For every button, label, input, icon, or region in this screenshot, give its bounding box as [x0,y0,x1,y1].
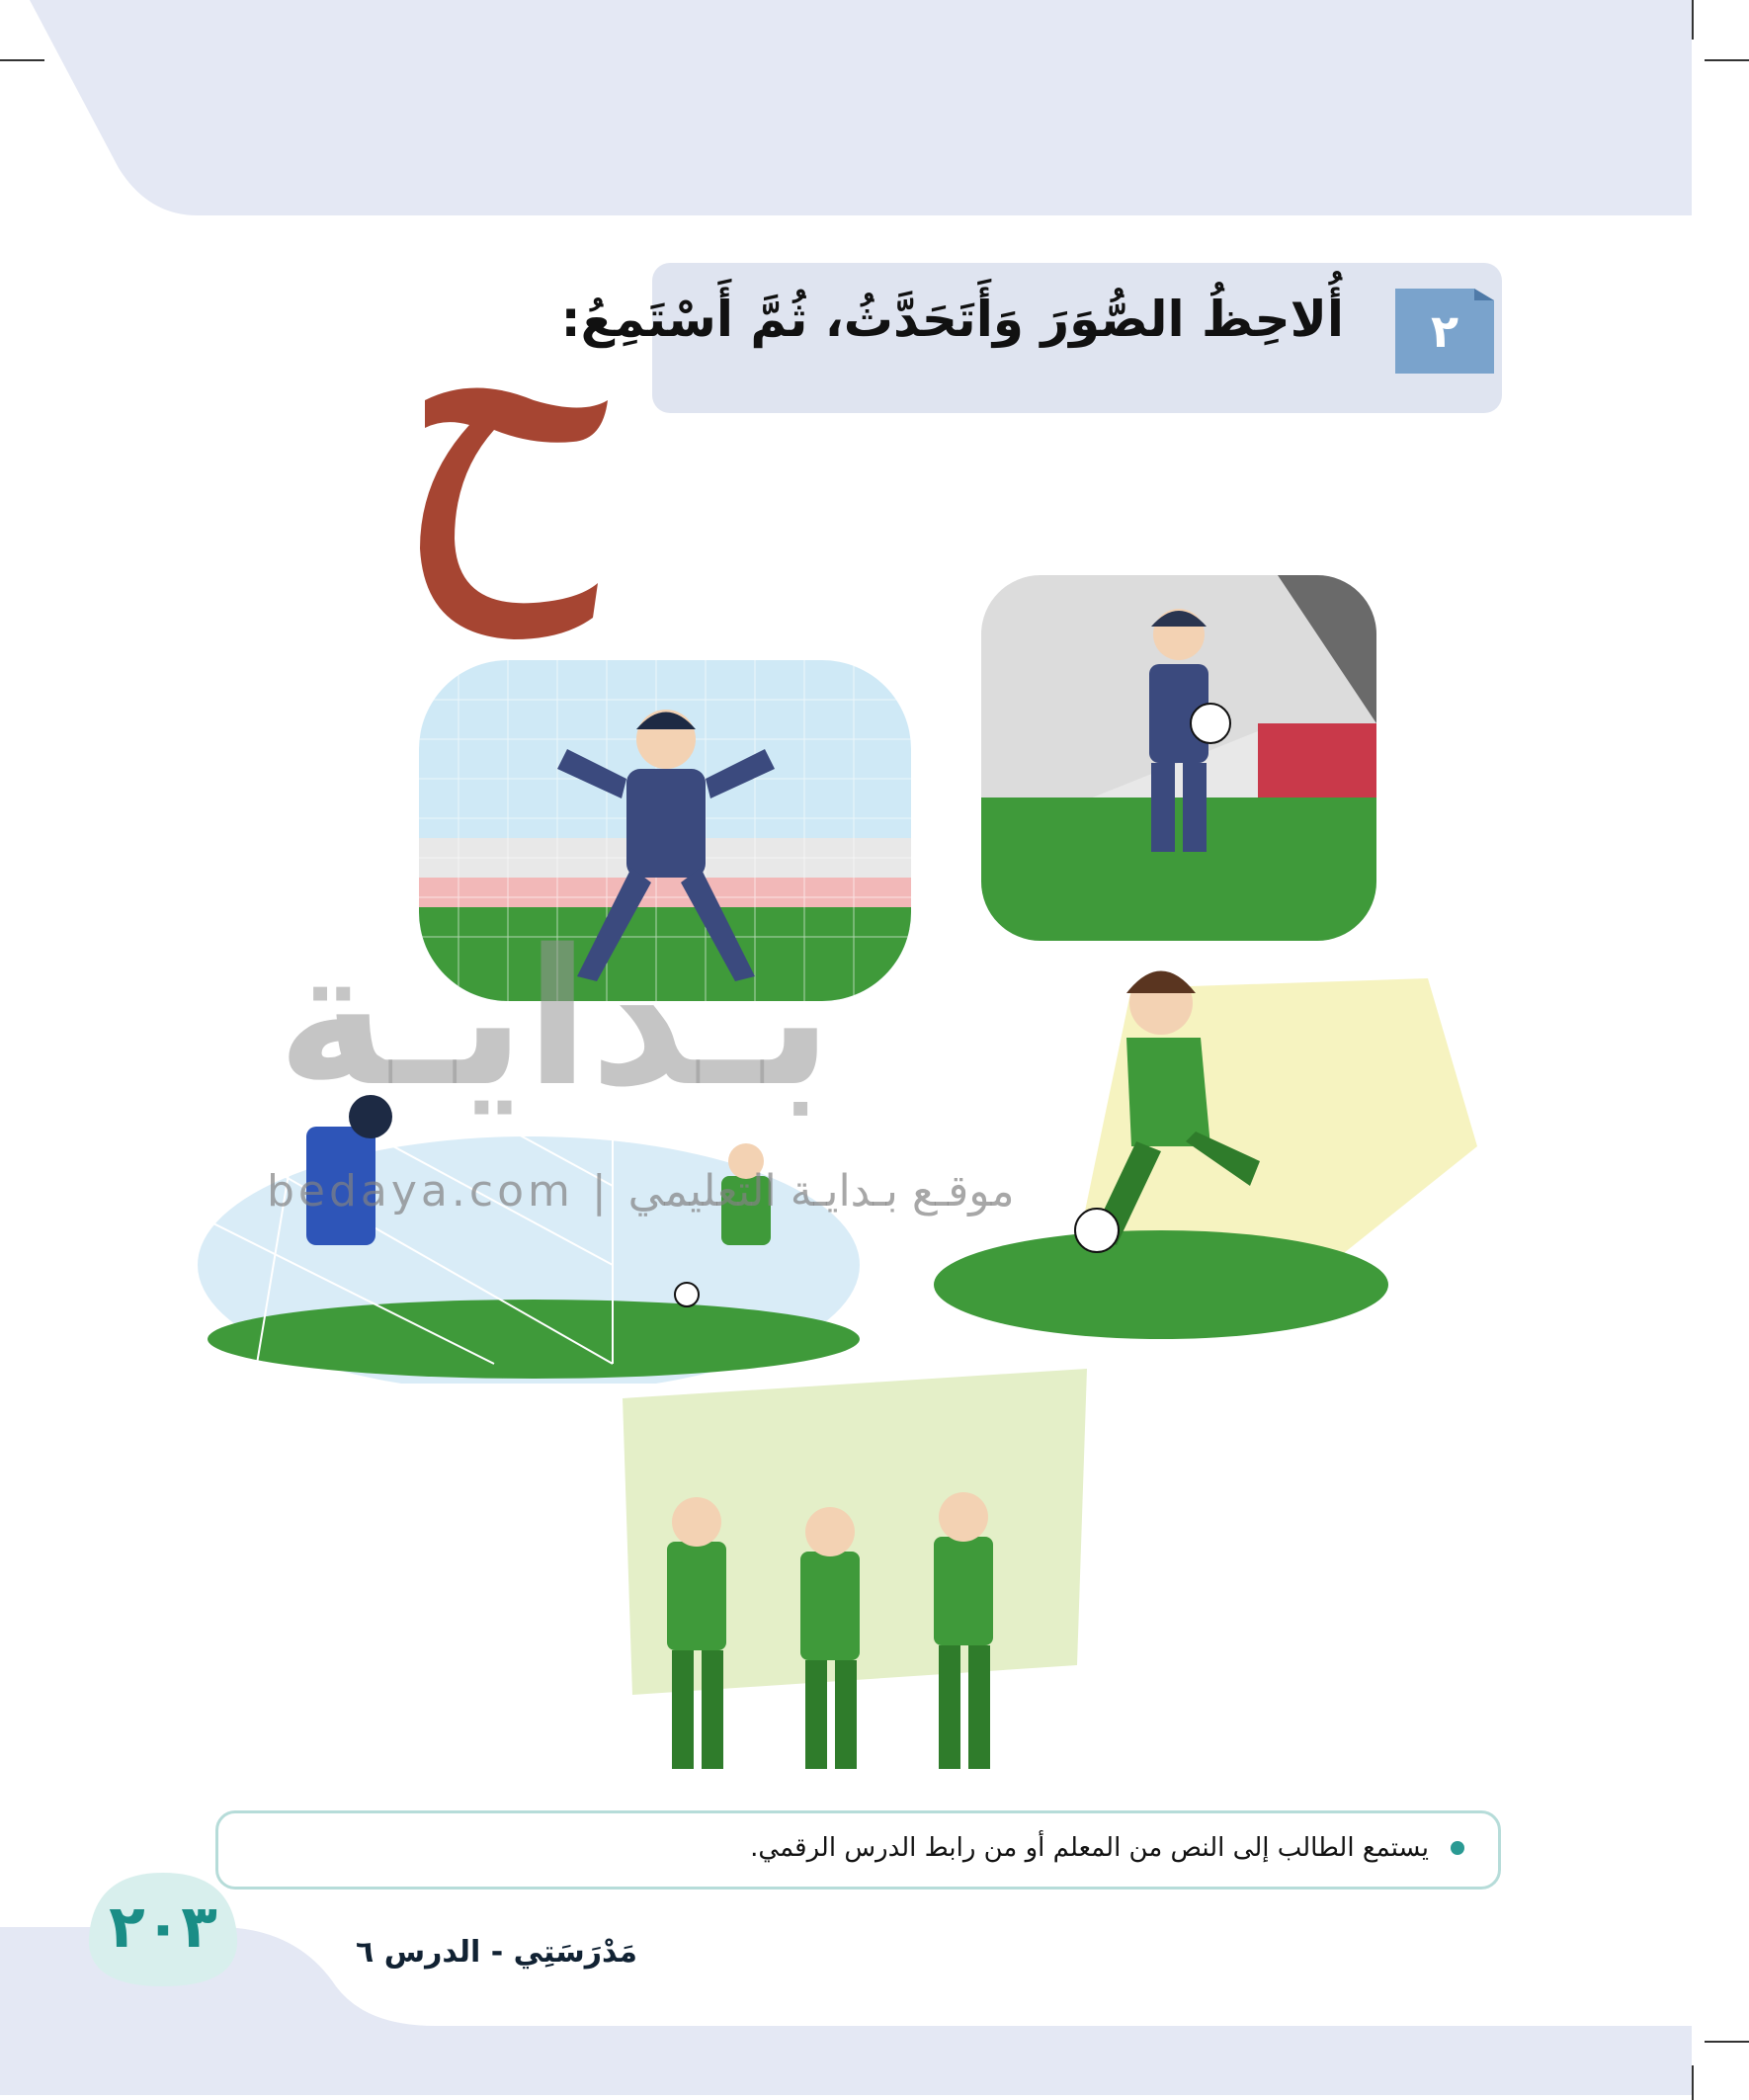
page-number: ٢٠٣ [109,1892,217,1962]
bullet-icon [1451,1841,1464,1855]
crop-mark [1705,2041,1749,2043]
exercise-number: ٢ [1430,304,1459,358]
exercise-instruction: أُلاحِظُ الصُّوَرَ وَأَتَحَدَّثُ، ثُمَّ أَسْتَمِعُ: [560,291,1344,348]
crop-mark [1692,0,1694,40]
teacher-note-text: يستمع الطالب إلى النص من المعلم أو من رابط الدرس الرقمي. [750,1833,1429,1863]
watermark-logo: بـدايـة [277,909,833,1128]
watermark-site: bedaya.com | موقـع بـدايـة التعليمي [267,1166,1015,1217]
teacher-note-box [215,1810,1501,1890]
celebrating-team-illustration [593,1369,1092,1789]
kicking-player-illustration [934,949,1487,1344]
crop-mark [0,59,44,61]
referee-illustration [981,575,1376,941]
crop-mark [1692,2065,1694,2100]
footer-band [0,1927,1692,2095]
crop-mark [1705,59,1749,61]
footer-lesson-title: مَدْرَسَتِي - الدرس ٦ [356,1935,637,1970]
letter-haa-graphic [415,380,613,642]
exercise-heading [560,263,1502,413]
top-header-band [0,0,1692,215]
